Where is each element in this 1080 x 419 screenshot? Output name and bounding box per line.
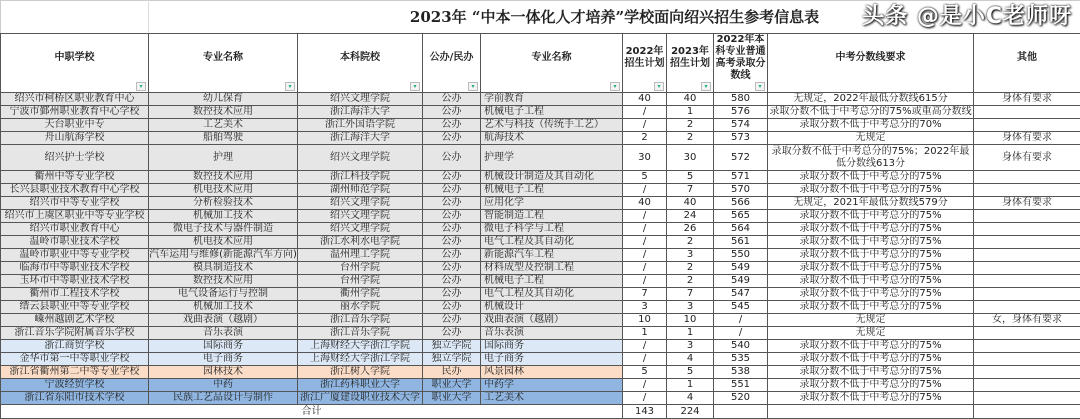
table-cell[interactable]: 1 — [667, 379, 714, 392]
table-cell[interactable]: 音乐表演 — [149, 327, 298, 340]
table-cell[interactable]: / — [623, 392, 667, 405]
table-cell[interactable]: 1 — [667, 106, 714, 119]
table-cell[interactable]: 学前教育 — [481, 93, 623, 106]
table-cell[interactable]: 女，身体有要求 — [974, 314, 1080, 327]
table-cell[interactable]: 电气设备运行与控制 — [149, 288, 298, 301]
table-cell[interactable] — [974, 288, 1080, 301]
table-row — [1, 132, 1080, 145]
table-cell[interactable]: 民办 — [423, 366, 481, 379]
table-cell[interactable]: 公办 — [423, 301, 481, 314]
table-cell[interactable]: 天台职业中专 — [1, 119, 149, 132]
table-cell[interactable]: 公办 — [423, 171, 481, 184]
table-cell[interactable]: 新能源汽车工程 — [481, 249, 623, 262]
table-cell[interactable]: 机械设计制造及其自动化 — [481, 171, 623, 184]
table-cell[interactable]: 4 — [667, 392, 714, 405]
table-cell[interactable] — [974, 392, 1080, 405]
column-header-label: 其他 — [974, 52, 1080, 74]
title-blank-cell — [1, 1, 149, 34]
table-cell[interactable] — [974, 236, 1080, 249]
table-row — [1, 379, 1080, 392]
table-cell[interactable]: 绍兴护士学校 — [1, 145, 149, 171]
table-cell[interactable]: 机械电子工程 — [481, 106, 623, 119]
table-cell[interactable]: 40 — [623, 197, 667, 210]
table-cell[interactable]: 模具制造技术 — [149, 262, 298, 275]
table-cell[interactable]: 绍兴市柯桥区职业教育中心 — [1, 93, 149, 106]
table-cell[interactable]: 船舶驾驶 — [149, 132, 298, 145]
table-cell[interactable]: 数控技术应用 — [149, 171, 298, 184]
table-cell[interactable]: 临海市中等职业技术学校 — [1, 262, 149, 275]
table-cell[interactable]: 549 — [714, 262, 768, 275]
table-cell[interactable] — [974, 366, 1080, 379]
table-cell[interactable]: 绍兴文理学院 — [298, 145, 423, 171]
table-cell[interactable]: 机械电子工程 — [481, 184, 623, 197]
table-cell[interactable]: 3 — [667, 340, 714, 353]
table-cell[interactable]: 中药学 — [481, 379, 623, 392]
table-cell[interactable]: 身体有要求 — [974, 132, 1080, 145]
table-cell[interactable]: 540 — [714, 340, 768, 353]
table-cell[interactable]: 上海财经大学浙江学院 — [298, 353, 423, 366]
table-cell[interactable]: 上海财经大学浙江学院 — [298, 340, 423, 353]
table-cell[interactable]: 2 — [667, 275, 714, 288]
table-cell[interactable]: 24 — [667, 210, 714, 223]
table-cell[interactable]: 身体有要求 — [974, 93, 1080, 106]
table-cell[interactable]: 535 — [714, 353, 768, 366]
table-cell[interactable]: 录取分数不低于中考总分的75% — [768, 236, 974, 249]
table-cell[interactable]: 电子商务 — [481, 353, 623, 366]
column-header — [714, 34, 768, 93]
table-cell[interactable]: 风景园林 — [481, 366, 623, 379]
table-cell[interactable]: 7 — [623, 288, 667, 301]
column-header — [623, 34, 667, 93]
table-cell[interactable]: / — [623, 262, 667, 275]
table-cell[interactable]: 2 — [667, 119, 714, 132]
table-cell[interactable]: 40 — [667, 93, 714, 106]
table-cell[interactable]: 微电子技术与器件制造 — [149, 223, 298, 236]
column-header — [667, 34, 714, 93]
total-cell[interactable] — [714, 405, 768, 419]
filter-dropdown-icon[interactable]: ▾ — [136, 82, 146, 91]
table-cell[interactable]: 公办 — [423, 132, 481, 145]
table-cell[interactable]: 7 — [667, 184, 714, 197]
table-cell[interactable]: 舟山航海学校 — [1, 132, 149, 145]
table-cell[interactable]: 温岭市职业技术学校 — [1, 236, 149, 249]
total-cell[interactable] — [974, 405, 1080, 419]
table-row — [1, 327, 1080, 340]
table-cell[interactable]: 浙江省衢州第二中等专业学校 — [1, 366, 149, 379]
table-cell[interactable]: 机电技术应用 — [149, 184, 298, 197]
table-cell[interactable]: / — [623, 210, 667, 223]
table-cell[interactable]: 护理 — [149, 145, 298, 171]
table-row — [1, 171, 1080, 184]
table-cell[interactable]: 无规定，2022年最低分数线615分 — [768, 93, 974, 106]
table-cell[interactable]: 浙江海洋大学 — [298, 132, 423, 145]
table-cell[interactable]: 衢州学院 — [298, 288, 423, 301]
table-row — [1, 210, 1080, 223]
table-cell[interactable]: 571 — [714, 171, 768, 184]
table-cell[interactable]: 园林技术 — [149, 366, 298, 379]
table-cell[interactable]: 580 — [714, 93, 768, 106]
table-cell[interactable]: 录取分数不低于中考总分的75% — [768, 262, 974, 275]
table-cell[interactable]: 温岭市职业中等专业学校 — [1, 249, 149, 262]
table-cell[interactable]: 公办 — [423, 262, 481, 275]
table-cell[interactable]: 录取分数不低于中考总分的75% — [768, 171, 974, 184]
table-cell[interactable]: 衢州中等专业学校 — [1, 171, 149, 184]
table-cell[interactable]: 工艺美术 — [481, 392, 623, 405]
table-cell[interactable]: 幼儿保育 — [149, 93, 298, 106]
total-cell[interactable]: 合计 — [1, 405, 623, 419]
table-cell[interactable] — [974, 106, 1080, 119]
table-cell[interactable]: 职业大学 — [423, 379, 481, 392]
table-cell[interactable]: 5 — [667, 171, 714, 184]
table-cell[interactable]: 550 — [714, 249, 768, 262]
table-cell[interactable]: 浙江海洋大学 — [298, 106, 423, 119]
table-cell[interactable]: 绍兴文理学院 — [298, 210, 423, 223]
table-cell[interactable]: 国际商务 — [481, 340, 623, 353]
table-cell[interactable]: 录取分数不低于中考总分的75% — [768, 184, 974, 197]
table-cell[interactable]: 宁波经贸学校 — [1, 379, 149, 392]
table-cell[interactable]: 金华市第一中等职业学校 — [1, 353, 149, 366]
table-cell[interactable]: 录取分数不低于中考总分的75% — [768, 275, 974, 288]
table-cell[interactable]: 浙江商贸学校 — [1, 340, 149, 353]
table-cell[interactable]: 绍兴文理学院 — [298, 93, 423, 106]
table-cell[interactable]: 公办 — [423, 223, 481, 236]
table-cell[interactable]: 3 — [667, 249, 714, 262]
table-cell[interactable]: 2 — [623, 132, 667, 145]
table-cell[interactable]: 机械设计 — [481, 301, 623, 314]
column-header — [974, 34, 1080, 93]
table-cell[interactable]: 丽水学院 — [298, 301, 423, 314]
table-cell[interactable]: 公办 — [423, 314, 481, 327]
table-cell[interactable]: 缙云县职业中等专业学校 — [1, 301, 149, 314]
table-cell[interactable]: 数控技术应用 — [149, 106, 298, 119]
table-cell[interactable]: 2 — [667, 262, 714, 275]
table-cell[interactable]: 独立学院 — [423, 340, 481, 353]
table-row — [1, 236, 1080, 249]
table-cell[interactable]: 应用化学 — [481, 197, 623, 210]
table-cell[interactable]: 台州学院 — [298, 262, 423, 275]
table-cell[interactable] — [974, 119, 1080, 132]
table-row — [1, 288, 1080, 301]
table-cell[interactable]: 无规定，2021年最低分数线579分 — [768, 197, 974, 210]
table-cell[interactable]: 3 — [667, 301, 714, 314]
table-cell[interactable]: 戏曲表演（越剧） — [149, 314, 298, 327]
table-row — [1, 340, 1080, 353]
table-row — [1, 392, 1080, 405]
table-cell[interactable]: 545 — [714, 301, 768, 314]
filter-dropdown-icon[interactable]: ▾ — [285, 82, 295, 91]
table-cell[interactable]: 录取分数不低于中考总分的75%或重高分数线 — [768, 106, 974, 119]
table-cell[interactable]: 绍兴文理学院 — [298, 223, 423, 236]
table-cell[interactable]: 台州学院 — [298, 275, 423, 288]
filter-dropdown-icon[interactable]: ▾ — [468, 82, 478, 91]
table-cell[interactable]: 30 — [667, 145, 714, 171]
table-cell[interactable]: 嵊州越剧艺术学校 — [1, 314, 149, 327]
total-row — [1, 405, 1080, 419]
table-cell[interactable]: 公办 — [423, 119, 481, 132]
table-row — [1, 366, 1080, 379]
table-cell[interactable]: 音乐表演 — [481, 327, 623, 340]
table-cell[interactable]: / — [623, 223, 667, 236]
table-cell[interactable]: 无规定 — [768, 327, 974, 340]
table-cell[interactable]: / — [623, 184, 667, 197]
table-cell[interactable]: 公办 — [423, 106, 481, 119]
table-cell[interactable]: 录取分数不低于中考总分的75%；2022年最低分数线613分 — [768, 145, 974, 171]
table-cell[interactable]: 549 — [714, 275, 768, 288]
table-cell[interactable]: 浙江药科职业大学 — [298, 379, 423, 392]
table-cell[interactable]: 智能制造工程 — [481, 210, 623, 223]
table-cell[interactable]: 绍兴市上虞区职业中等专业学校 — [1, 210, 149, 223]
table-cell[interactable]: 572 — [714, 145, 768, 171]
table-cell[interactable]: 浙江音乐学院 — [298, 327, 423, 340]
column-header — [423, 34, 481, 93]
table-cell[interactable]: / — [623, 249, 667, 262]
table-cell[interactable]: 身体有要求 — [974, 145, 1080, 171]
table-cell[interactable]: 无规定 — [768, 132, 974, 145]
table-cell[interactable]: 录取分数不低于中考总分的75% — [768, 366, 974, 379]
table-row — [1, 145, 1080, 171]
table-cell[interactable]: 宁波市鄞州职业教育中心学校 — [1, 106, 149, 119]
table-cell[interactable]: 浙江音乐学院附属音乐学校 — [1, 327, 149, 340]
table-cell[interactable]: 工艺美术 — [149, 119, 298, 132]
table-cell[interactable]: 10 — [623, 314, 667, 327]
table-cell[interactable]: 湖州师范学院 — [298, 184, 423, 197]
table-cell[interactable]: 浙江省东阳市技术学校 — [1, 392, 149, 405]
table-cell[interactable]: 电气工程及其自动化 — [481, 288, 623, 301]
table-cell[interactable]: 玉环市中等职业技术学校 — [1, 275, 149, 288]
table-cell[interactable]: 录取分数不低于中考总分的75% — [768, 353, 974, 366]
table-cell[interactable]: 录取分数不低于中考总分的75% — [768, 210, 974, 223]
table-cell[interactable]: 录取分数不低于中考总分的70% — [768, 119, 974, 132]
table-row — [1, 184, 1080, 197]
table-cell[interactable]: 10 — [667, 314, 714, 327]
table-cell[interactable]: 520 — [714, 392, 768, 405]
table-cell[interactable]: 公办 — [423, 184, 481, 197]
table-cell[interactable]: 数控技术应用 — [149, 275, 298, 288]
table-cell[interactable]: 独立学院 — [423, 353, 481, 366]
filter-dropdown-icon[interactable]: ▾ — [701, 82, 711, 91]
table-cell[interactable] — [974, 262, 1080, 275]
watermark: 头条 @是小C老师呀 — [862, 4, 1072, 30]
table-cell[interactable]: 汽车运用与维修(新能源汽车方向) — [149, 249, 298, 262]
table-cell[interactable]: 1 — [623, 327, 667, 340]
table-cell[interactable]: 长兴县职业技术教育中心学校 — [1, 184, 149, 197]
table-cell[interactable]: 公办 — [423, 327, 481, 340]
table-cell[interactable]: 4 — [667, 353, 714, 366]
column-header — [768, 34, 974, 93]
table-cell[interactable]: 机械电子工程 — [481, 275, 623, 288]
table-cell[interactable]: 录取分数不低于中考总分的75% — [768, 223, 974, 236]
table-row — [1, 223, 1080, 236]
table-cell[interactable]: 547 — [714, 288, 768, 301]
table-cell[interactable]: 戏曲表演（越剧） — [481, 314, 623, 327]
table-cell[interactable]: 576 — [714, 106, 768, 119]
header-row — [1, 34, 1080, 93]
table-cell[interactable]: / — [623, 275, 667, 288]
table-cell[interactable]: / — [714, 327, 768, 340]
table-cell[interactable]: 机械加工技术 — [149, 301, 298, 314]
table-cell[interactable] — [974, 184, 1080, 197]
table-row — [1, 314, 1080, 327]
table-row — [1, 93, 1080, 106]
table-cell[interactable]: 1 — [667, 327, 714, 340]
table-cell[interactable]: 民族工艺品设计与制作 — [149, 392, 298, 405]
table-row — [1, 119, 1080, 132]
table-cell[interactable]: 3 — [623, 301, 667, 314]
filter-dropdown-icon[interactable]: ▾ — [654, 82, 664, 91]
table-cell[interactable]: 2 — [667, 132, 714, 145]
column-header-label: 2023年招生计划 — [667, 46, 713, 80]
filter-dropdown-icon[interactable]: ▾ — [410, 82, 420, 91]
sheet-title: 2023年 “中本一体化人才培养”学校面向绍兴招生参考信息表 — [149, 1, 1080, 34]
table-cell[interactable]: 浙江科技学院 — [298, 171, 423, 184]
table-cell[interactable]: 微电子科学与工程 — [481, 223, 623, 236]
column-header-label: 中职学校 — [1, 52, 148, 74]
table-cell[interactable]: 564 — [714, 223, 768, 236]
table-cell[interactable]: 录取分数不低于中考总分的75% — [768, 392, 974, 405]
table-cell[interactable]: 温州理工学院 — [298, 249, 423, 262]
table-cell[interactable]: / — [623, 236, 667, 249]
table-cell[interactable]: 浙江外国语学院 — [298, 119, 423, 132]
table-cell[interactable] — [974, 223, 1080, 236]
table-cell[interactable]: 公办 — [423, 93, 481, 106]
total-cell[interactable]: 224 — [667, 405, 714, 419]
total-cell[interactable]: 143 — [623, 405, 667, 419]
table-cell[interactable]: 551 — [714, 379, 768, 392]
total-cell[interactable] — [768, 405, 974, 419]
filter-dropdown-icon[interactable]: ▾ — [755, 82, 765, 91]
table-cell[interactable] — [974, 353, 1080, 366]
table-cell[interactable]: / — [623, 119, 667, 132]
table-cell[interactable]: 绍兴文理学院 — [298, 197, 423, 210]
table-cell[interactable] — [974, 327, 1080, 340]
table-cell[interactable]: 无规定 — [768, 314, 974, 327]
table-row — [1, 249, 1080, 262]
table-row — [1, 275, 1080, 288]
table-cell[interactable]: 机械加工技术 — [149, 210, 298, 223]
table-cell[interactable]: 护理学 — [481, 145, 623, 171]
table-cell[interactable]: 身体有要求 — [974, 197, 1080, 210]
table-cell[interactable]: 绍兴市中等专业学校 — [1, 197, 149, 210]
table-cell[interactable]: 录取分数不低于中考总分的75% — [768, 340, 974, 353]
table-cell[interactable] — [974, 249, 1080, 262]
table-cell[interactable]: 国际商务 — [149, 340, 298, 353]
table-cell[interactable]: 中药 — [149, 379, 298, 392]
column-header-label: 专业名称 — [481, 52, 622, 74]
table-cell[interactable]: 浙江树人学院 — [298, 366, 423, 379]
column-header — [298, 34, 423, 93]
table-cell[interactable]: 573 — [714, 132, 768, 145]
table-cell[interactable]: 电子商务 — [149, 353, 298, 366]
table-cell[interactable]: 机电技术应用 — [149, 236, 298, 249]
table-cell[interactable]: 30 — [623, 145, 667, 171]
table-cell[interactable]: 40 — [667, 197, 714, 210]
table-cell[interactable]: 绍兴市职业教育中心 — [1, 223, 149, 236]
column-header — [481, 34, 623, 93]
table-cell[interactable]: 公办 — [423, 210, 481, 223]
table-cell[interactable]: 561 — [714, 236, 768, 249]
table-cell[interactable]: / — [623, 353, 667, 366]
table-cell[interactable]: 公办 — [423, 145, 481, 171]
table-cell[interactable]: / — [623, 340, 667, 353]
column-header — [1, 34, 149, 93]
table-cell[interactable]: 公办 — [423, 249, 481, 262]
table-row — [1, 262, 1080, 275]
table-cell[interactable]: 电气工程及其自动化 — [481, 236, 623, 249]
table-cell[interactable] — [974, 171, 1080, 184]
table-cell[interactable]: 公办 — [423, 197, 481, 210]
table-row — [1, 197, 1080, 210]
table-cell[interactable]: 浙江水利水电学院 — [298, 236, 423, 249]
column-header-label: 公办/民办 — [423, 52, 480, 74]
table-cell[interactable]: 40 — [623, 93, 667, 106]
filter-dropdown-icon[interactable]: ▾ — [610, 82, 620, 91]
table-cell[interactable]: / — [623, 379, 667, 392]
table-cell[interactable]: 航海技术 — [481, 132, 623, 145]
table-cell[interactable] — [974, 379, 1080, 392]
table-cell[interactable]: 公办 — [423, 236, 481, 249]
table-cell[interactable]: 分析检验技术 — [149, 197, 298, 210]
table-cell[interactable] — [974, 340, 1080, 353]
column-header-label: 2022年本科专业普通高考录取分数线 — [714, 34, 767, 92]
table-cell[interactable]: 录取分数不低于中考总分的75% — [768, 249, 974, 262]
table-cell[interactable] — [974, 275, 1080, 288]
table-cell[interactable]: / — [623, 106, 667, 119]
table-cell[interactable]: 538 — [714, 366, 768, 379]
table-cell[interactable]: 26 — [667, 223, 714, 236]
table-cell[interactable]: 公办 — [423, 275, 481, 288]
table-cell[interactable]: / — [714, 314, 768, 327]
column-header-label: 中考分数线要求 — [768, 52, 973, 74]
table-cell[interactable]: 7 — [667, 288, 714, 301]
table-cell[interactable]: 566 — [714, 197, 768, 210]
column-header-label: 专业名称 — [149, 52, 297, 74]
table-cell[interactable]: 浙江音乐学院 — [298, 314, 423, 327]
table-cell[interactable]: 浙江广厦建设职业技术大学 — [298, 392, 423, 405]
table-cell[interactable]: 录取分数不低于中考总分的75% — [768, 301, 974, 314]
column-header — [149, 34, 298, 93]
table-cell[interactable]: 录取分数不低于中考总分的75% — [768, 379, 974, 392]
table-cell[interactable]: 艺术与科技（传统手工艺） — [481, 119, 623, 132]
table-row — [1, 106, 1080, 119]
table-cell[interactable]: 衢州市工程技术学校 — [1, 288, 149, 301]
table-cell[interactable]: 材料成型及控制工程 — [481, 262, 623, 275]
table-cell[interactable]: 574 — [714, 119, 768, 132]
table-cell[interactable] — [974, 301, 1080, 314]
table-cell[interactable]: 570 — [714, 184, 768, 197]
table-cell[interactable]: 公办 — [423, 288, 481, 301]
column-header-label: 本科院校 — [298, 52, 422, 74]
table-cell[interactable]: 2 — [667, 236, 714, 249]
table-cell[interactable]: 5 — [623, 366, 667, 379]
table-cell[interactable]: 565 — [714, 210, 768, 223]
table-cell[interactable]: 职业大学 — [423, 392, 481, 405]
table-cell[interactable]: 录取分数不低于中考总分的75% — [768, 288, 974, 301]
table-row — [1, 301, 1080, 314]
table-cell[interactable]: 5 — [623, 171, 667, 184]
table-cell[interactable]: 5 — [667, 366, 714, 379]
table-cell[interactable] — [974, 210, 1080, 223]
column-header-label: 2022年招生计划 — [623, 46, 666, 80]
table-row — [1, 353, 1080, 366]
